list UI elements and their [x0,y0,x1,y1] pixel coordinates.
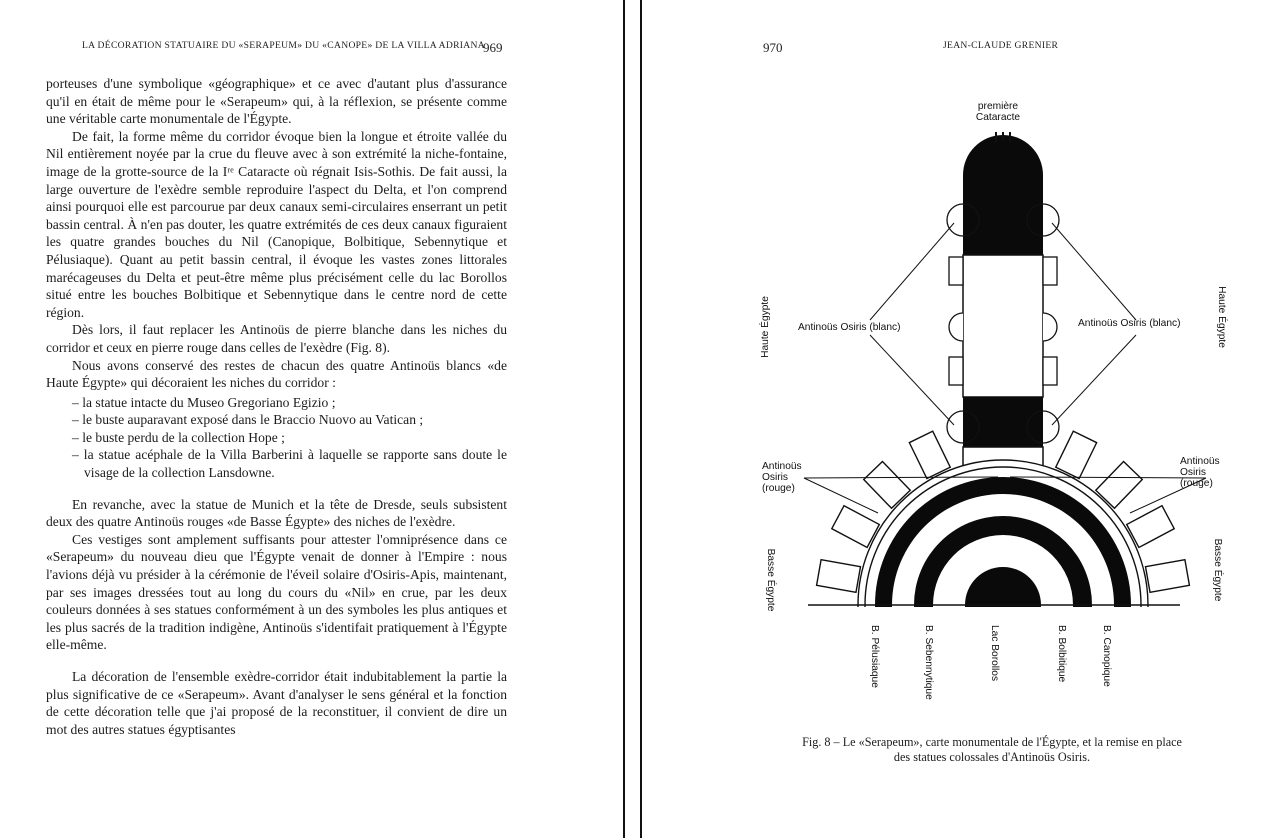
corridor-black [963,397,1043,447]
label-antinous-blanc-right: Antinoüs Osiris (blanc) [1078,318,1181,329]
corridor-white [963,255,1043,397]
niche-fontaine-black [963,135,1043,255]
label-haute-egypte-left: Haute Égypte [760,296,771,358]
label-antinous-rouge-left-3: (rouge) [762,483,795,494]
label-basse-egypte-left: Basse Égypte [765,548,776,612]
running-head-left: LA DÉCORATION STATUAIRE DU «SERAPEUM» DU «CANOPE» DE LA VILLA ADRIANA [82,40,485,51]
paragraph-7: La décoration de l'ensemble exèdre-corridor était indubitablement la partie la plus significative de ce «Serapeum». Avant d'analyser le sens général et la fonction de cette décoration telle que j'ai proposé de la reconstituer, il convient de dire un mot des autres statues égyptisantes [46,669,507,737]
corridor [947,132,1059,469]
serapeum-figure [748,95,1238,720]
list-item: – la statue acéphale de la Villa Barberini à laquelle se rapporte sans doute le visage de la collection Lansdowne. [72,447,507,481]
label-antinous-rouge-right-3: (rouge) [1180,478,1213,489]
label-basse-egypte-right: Basse Égypte [1212,538,1223,602]
page-gutter-line [640,0,642,838]
paragraph-2: De fait, la forme même du corridor évoque bien la longue et étroite vallée du Nil entièrement noyée par la crue du fleuve avec à son extrémité la niche-fontaine, image de la grotte-source de la Iʳᵉ Cataracte où régnait Isis-Sothis. De fait aussi, la large ouverture de l'exèdre semble reproduire l'aspect du Delta, et l'on comprend ainsi pourquoi elle est parcourue par deux canaux semi-circulaires enserrant un petit bassin central. À n'en pas douter, les quatre extrémités de ces deux canaux figuraient les quatre grandes bouches du Nil (Canopique, Bolbitique, Sebennytique et Pélusiaque). Quant au petit bassin central, il évoque les vastes zones littorales marécageuses du Delta et peut-être même plus précisément celle du lac Borollos situé entre les bouches Bolbitique et Sebennytique dans le centre nord de cette région. [46,128,507,320]
label-premiere: première [977,101,1019,112]
page-number-left: 969 [483,40,503,55]
left-page [0,0,622,838]
running-head-right: JEAN-CLAUDE GRENIER [943,40,1059,51]
label-cataracte: Cataracte [975,112,1021,123]
figure-caption [762,735,1222,765]
page-gutter-line [623,0,625,838]
paragraph-3: Dès lors, il faut replacer les Antinoüs de pierre blanche dans les niches du corridor et ceux en pierre rouge dans celles de l'exèdre (Fig. 8). [46,322,507,355]
label-antinous-blanc-left: Antinoüs Osiris (blanc) [798,322,901,333]
label-antinous-rouge-left-2: Osiris [762,472,789,483]
label-antinous-rouge-left-1: Antinoüs [762,461,802,472]
list-item: – la statue intacte du Museo Gregoriano Egizio ; [72,394,336,410]
statue-list [46,394,507,482]
label-b-bolbitique: B. Bolbitique [1056,625,1067,683]
caption-line-1: Fig. 8 – Le «Serapeum», carte monumentale de l'Égypte, et la remise en place [802,735,1182,749]
list-item: – le buste perdu de la collection Hope ; [72,429,285,445]
label-b-pelusiaque: B. Pélusiaque [869,625,880,688]
label-antinous-rouge-right-2: Osiris [1180,467,1207,478]
label-b-canopique: B. Canopique [1101,625,1112,687]
page-number-right: 970 [763,40,783,55]
serapeum-diagram [748,95,1238,720]
body-text [46,75,507,738]
paragraph-4: Nous avons conservé des restes de chacun des quatre Antinoüs blancs «de Haute Égypte» qui décoraient les niches du corridor : [46,357,507,391]
caption-line-2: des statues colossales d'Antinoüs Osiris. [893,750,1091,764]
list-item: – le buste auparavant exposé dans le Braccio Nuovo au Vatican ; [72,412,424,428]
paragraph-5: En revanche, avec la statue de Munich et la tête de Dresde, seuls subsistent deux des quatre Antinoüs rouges «de Basse Égypte» des niches de l'exèdre. [46,496,507,530]
paragraph-6: Ces vestiges sont amplement suffisants pour attester l'omniprésence dans ce «Serapeum» du nouveau dieu que l'Égypte venait de donner à l'Empire : nous l'avions déjà vu présider à la cérémonie de l'éveil solaire d'Osiris-Apis, maintenant, par ses images dressées tout au long du cours du «Nil» en crue, par les deux couleurs données à ses statues conformément à un des symboles les plus antiques et les plus sacrés de la tradition indigène, Antinoüs s'identifait pratiquement à l'Égypte elle-même. [46,531,507,653]
label-b-sebennytique: B. Sebennytique [923,625,934,700]
label-antinous-rouge-right-1: Antinoüs [1180,456,1220,467]
label-haute-egypte-right: Haute Égypte [1216,286,1227,348]
paragraph-1: porteuses d'une symbolique «géographique» et ce avec d'autant plus d'assurance qu'il en était de même pour le «Serapeum» qui, à la réflexion, se présente comme une véritable carte monumentale de l'Égypte. [46,76,507,127]
label-lac-borollos: Lac Borollos [989,625,1000,682]
